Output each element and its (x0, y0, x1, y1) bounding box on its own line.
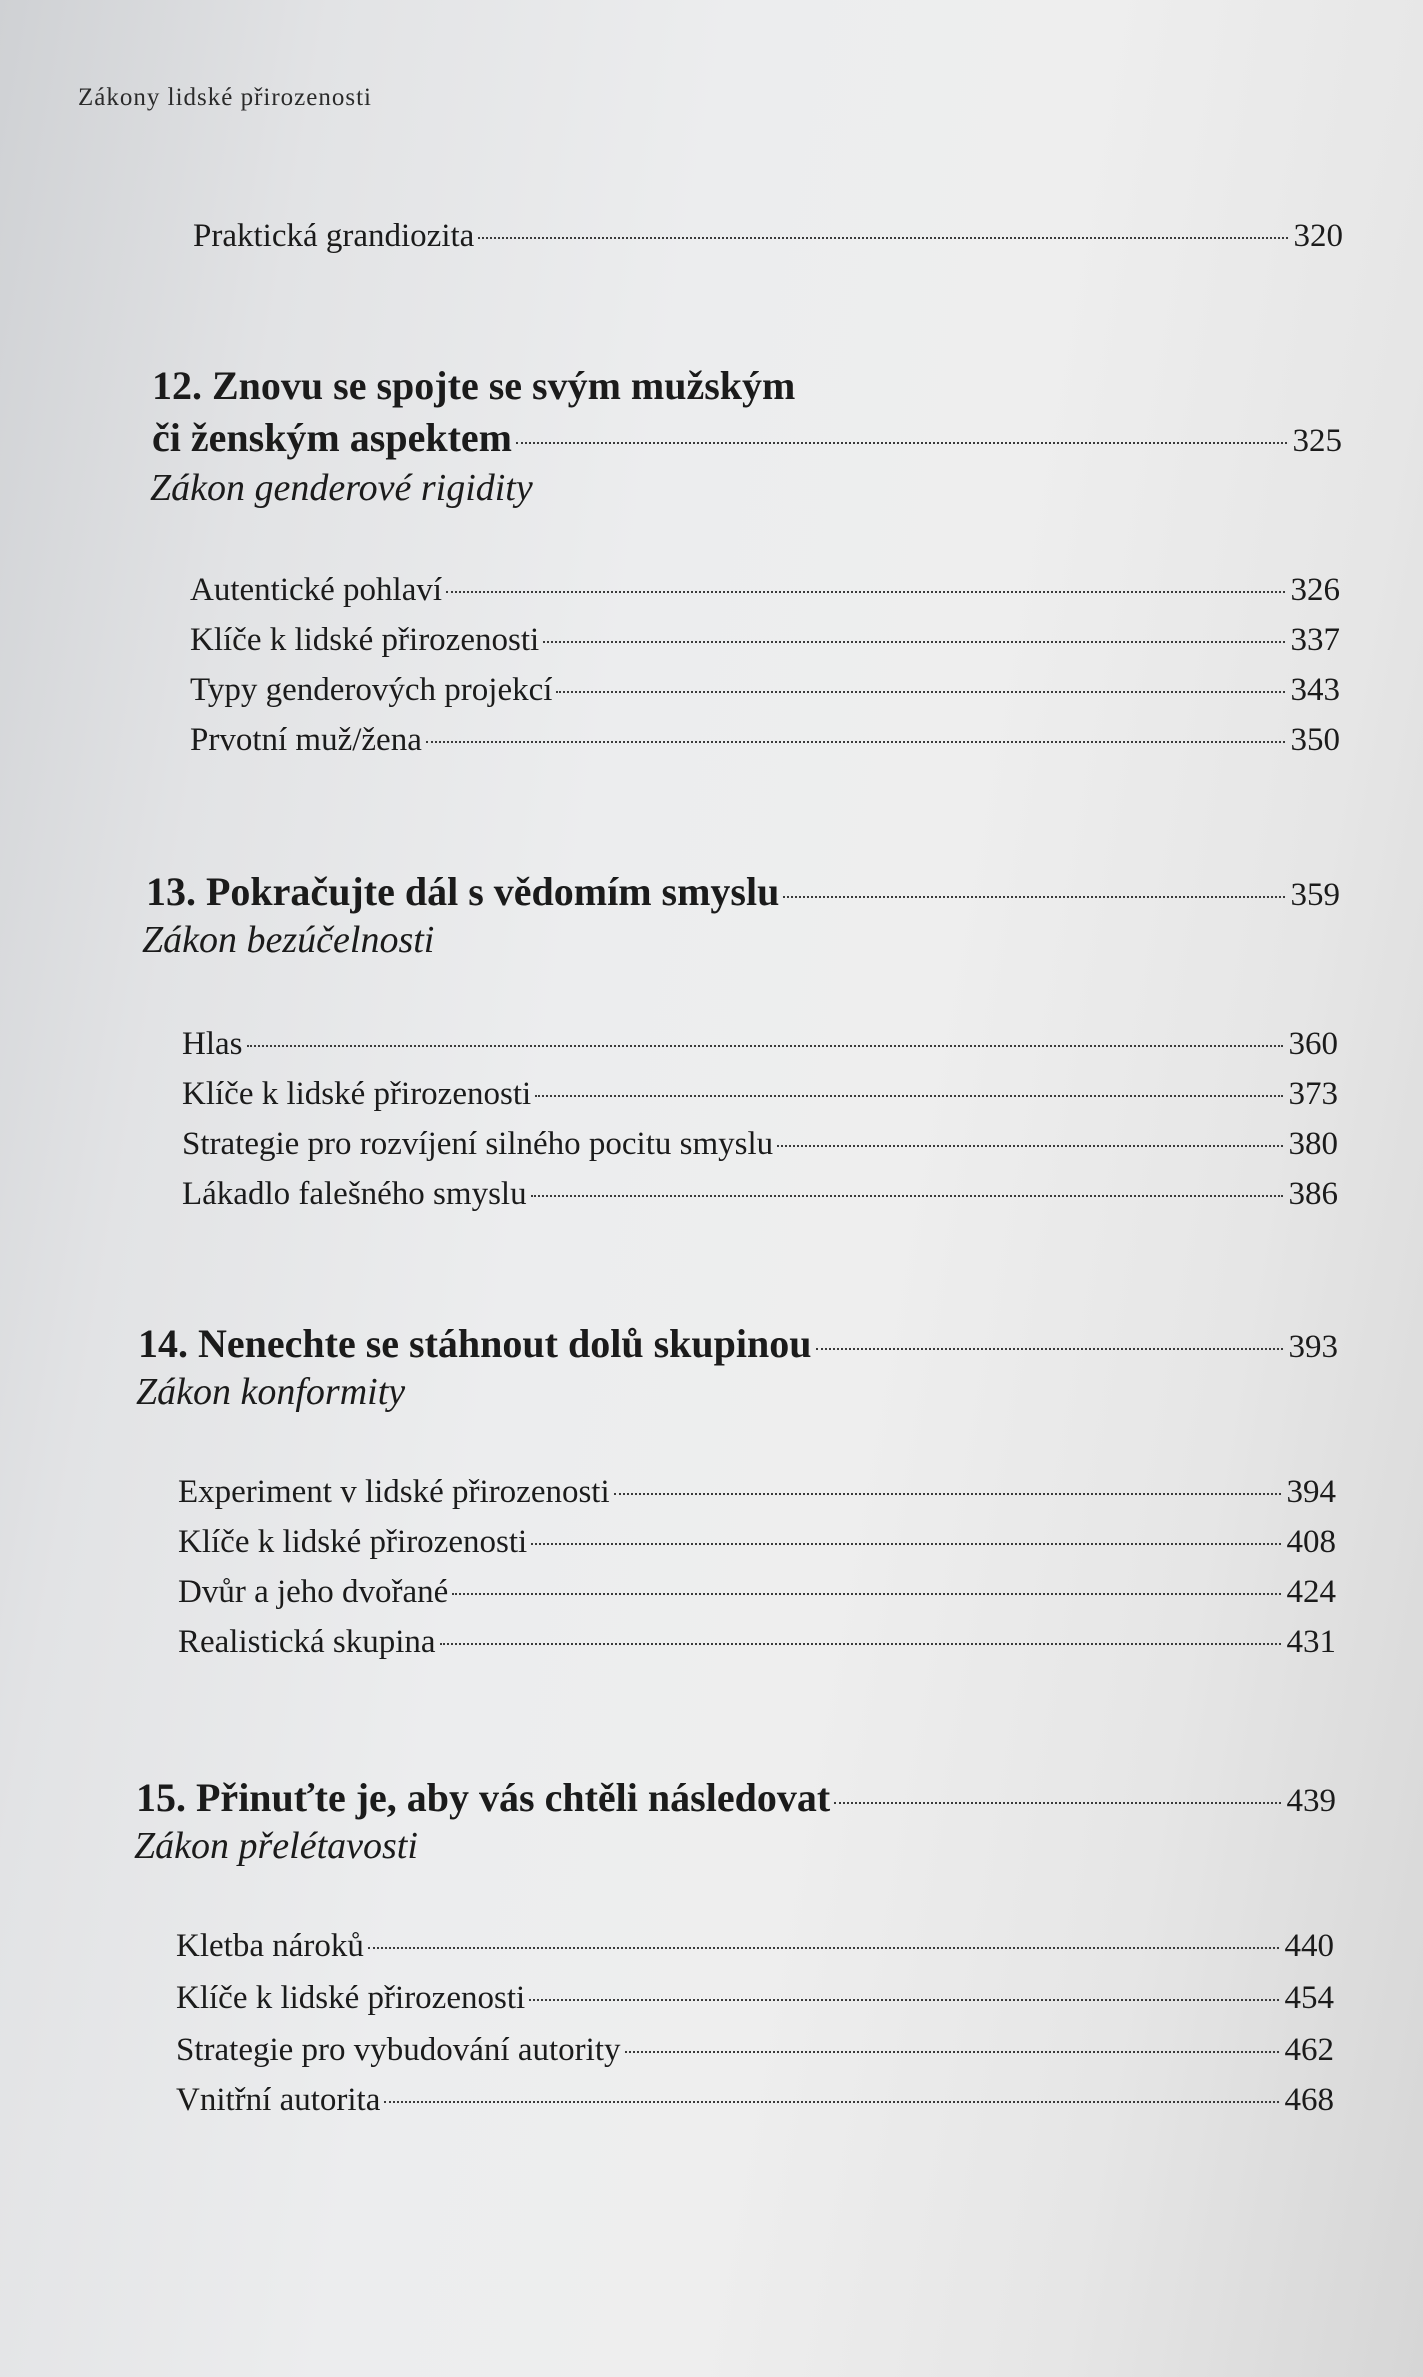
toc-entry-label: Kletba nároků (176, 1928, 364, 1964)
toc-entry-label: Strategie pro rozvíjení silného pocitu smyslu (182, 1126, 774, 1162)
toc-entry-page: 424 (1286, 1574, 1336, 1610)
chapter-title: 13. Pokračujte dál s vědomím smyslu (146, 869, 780, 914)
dot-leader (531, 1543, 1280, 1545)
toc-entry[interactable] (178, 1574, 1336, 1611)
dot-leader (625, 2051, 1279, 2053)
chapter-entry[interactable] (146, 868, 1340, 915)
toc-entry[interactable] (190, 722, 1340, 759)
dot-leader (516, 442, 1287, 444)
dot-leader (529, 1999, 1278, 2001)
toc-entry[interactable] (190, 672, 1340, 709)
toc-entry-label: Autentické pohlaví (190, 572, 443, 608)
chapter-law: Zákon bezúčelnosti (142, 919, 435, 961)
toc-entry-label: Strategie pro vybudování autority (176, 2032, 621, 2068)
toc-entry-page: 380 (1288, 1126, 1338, 1162)
dot-leader (446, 591, 1284, 593)
dot-leader (426, 741, 1285, 743)
toc-entry[interactable] (182, 1026, 1338, 1063)
chapter-entry[interactable] (138, 1320, 1338, 1367)
dot-leader (531, 1195, 1283, 1197)
toc-entry[interactable] (182, 1126, 1338, 1163)
dot-leader (783, 896, 1284, 898)
toc-entry[interactable] (190, 622, 1340, 659)
running-head: Zákony lidské přirozenosti (78, 84, 372, 111)
toc-entry-label: Realistická skupina (178, 1624, 436, 1660)
toc-entry-page: 394 (1286, 1474, 1336, 1510)
chapter-title: či ženským aspektem (152, 415, 512, 460)
toc-entry-label: Praktická grandiozita (193, 218, 475, 254)
toc-entry-label: Hlas (182, 1026, 243, 1062)
dot-leader (452, 1593, 1280, 1595)
dot-leader (556, 691, 1284, 693)
toc-entry-page: 431 (1286, 1624, 1336, 1660)
chapter-law: Zákon konformity (136, 1371, 406, 1413)
toc-entry-page: 468 (1284, 2082, 1334, 2118)
chapter-title: 14. Nenechte se stáhnout dolů skupinou (138, 1321, 812, 1366)
toc-entry-label: Klíče k lidské přirozenosti (176, 1980, 526, 2016)
dot-leader (440, 1643, 1281, 1645)
dot-leader (247, 1045, 1283, 1047)
chapter-page: 325 (1292, 423, 1342, 459)
toc-entry[interactable] (178, 1474, 1336, 1511)
toc-entry-page: 454 (1284, 1980, 1334, 2016)
toc-entry[interactable] (176, 2032, 1334, 2069)
toc-entry-page: 337 (1290, 622, 1340, 658)
toc-entry-label: Typy genderových projekcí (190, 672, 553, 708)
toc-entry-page: 360 (1288, 1026, 1338, 1062)
chapter-title: 15. Přinuťte je, aby vás chtěli následovat (136, 1775, 831, 1820)
toc-entry[interactable] (176, 2082, 1334, 2119)
chapter-entry[interactable] (136, 1774, 1336, 1821)
toc-entry-page: 462 (1284, 2032, 1334, 2068)
toc-entry[interactable] (182, 1076, 1338, 1113)
toc-entry-label: Klíče k lidské přirozenosti (190, 622, 540, 658)
toc-entry[interactable] (190, 572, 1340, 609)
toc-entry[interactable] (182, 1176, 1338, 1213)
dot-leader (777, 1145, 1282, 1147)
dot-leader (834, 1802, 1280, 1804)
chapter-title[interactable]: 12. Znovu se spojte se svým mužským (152, 363, 796, 408)
toc-entry-page: 326 (1290, 572, 1340, 608)
toc-entry-page: 386 (1288, 1176, 1338, 1212)
toc-entry[interactable] (176, 1928, 1334, 1965)
toc-entry[interactable] (193, 218, 1343, 255)
toc-entry-page: 343 (1290, 672, 1340, 708)
chapter-page: 359 (1290, 877, 1340, 913)
toc-entry-page: 408 (1286, 1524, 1336, 1560)
toc-entry[interactable] (176, 1980, 1334, 2017)
toc-entry-label: Dvůr a jeho dvořané (178, 1574, 449, 1610)
toc-entry-label: Experiment v lidské přirozenosti (178, 1474, 610, 1510)
dot-leader (384, 2101, 1278, 2103)
dot-leader (478, 237, 1287, 239)
chapter-page: 393 (1288, 1329, 1338, 1365)
toc-entry-label: Klíče k lidské přirozenosti (182, 1076, 532, 1112)
toc-entry-page: 350 (1290, 722, 1340, 758)
toc-entry-label: Vnitřní autorita (176, 2082, 381, 2118)
toc-entry-label: Prvotní muž/žena (190, 722, 422, 758)
dot-leader (535, 1095, 1282, 1097)
toc-entry[interactable] (178, 1624, 1336, 1661)
chapter-law: Zákon přelétavosti (134, 1825, 418, 1867)
dot-leader (614, 1493, 1281, 1495)
dot-leader (816, 1348, 1283, 1350)
chapter-law: Zákon genderové rigidity (150, 467, 533, 509)
toc-entry[interactable] (178, 1524, 1336, 1561)
toc-entry-label: Klíče k lidské přirozenosti (178, 1524, 528, 1560)
toc-entry-page: 373 (1288, 1076, 1338, 1112)
dot-leader (368, 1947, 1279, 1949)
toc-entry-page: 440 (1284, 1928, 1334, 1964)
chapter-page: 439 (1286, 1783, 1336, 1819)
toc-entry-page: 320 (1293, 218, 1343, 254)
chapter-entry[interactable] (152, 414, 1342, 461)
toc-entry-label: Lákadlo falešného smyslu (182, 1176, 527, 1212)
dot-leader (543, 641, 1284, 643)
